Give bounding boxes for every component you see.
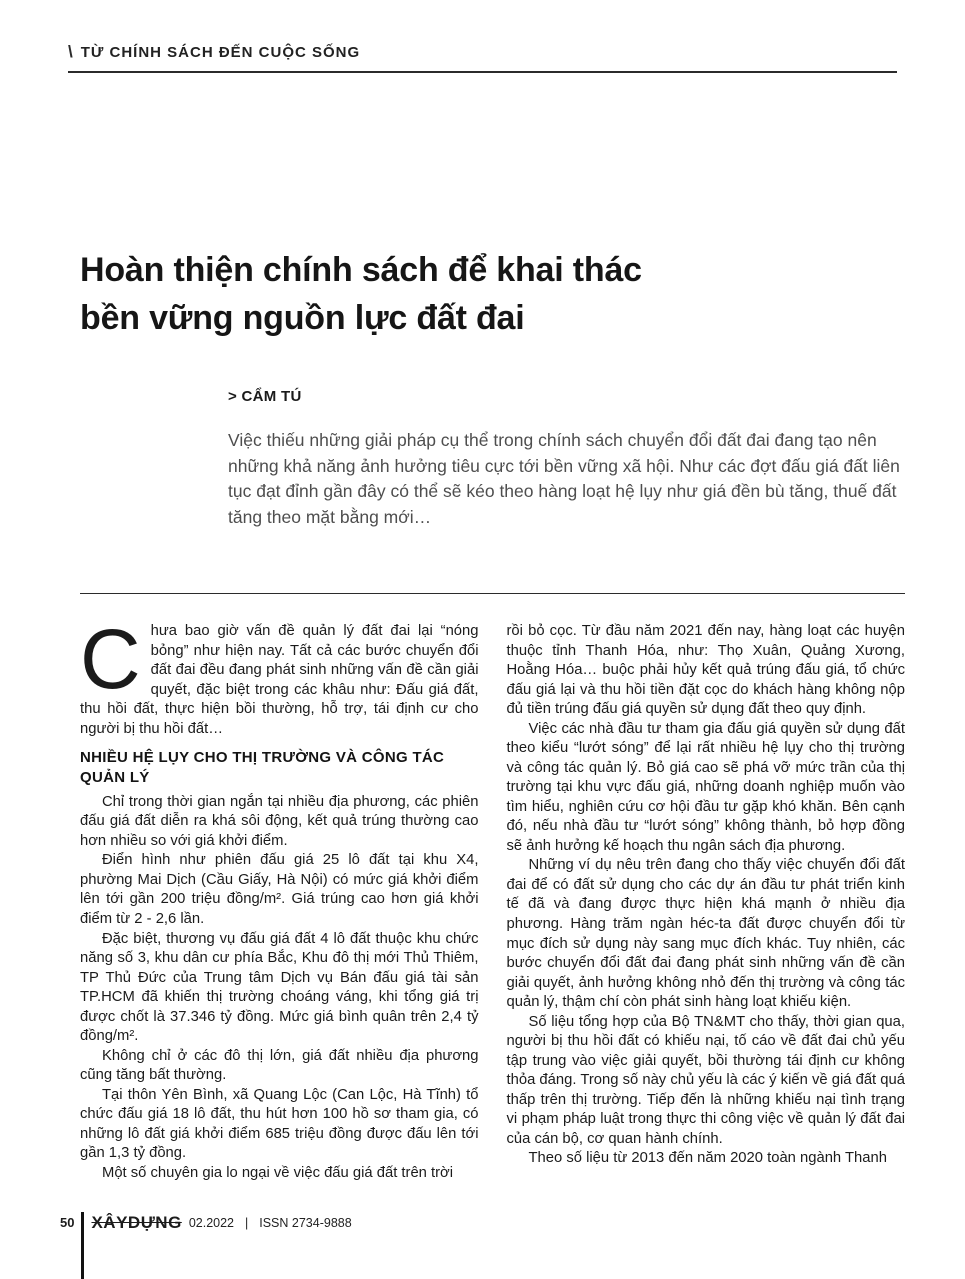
body-paragraph: Không chỉ ở các đô thị lớn, giá đất nhiều địa phương cũng tăng bất thường. <box>80 1047 479 1084</box>
article-title <box>80 247 840 342</box>
lead-paragraph: Việc thiếu những giải pháp cụ thể trong chính sách chuyển đổi đất đai đang tạo nên những khả năng ảnh hưởng tiêu cực tới bền vững xã hội. Như các đợt đấu giá đất liên tục đạt đỉnh gần đây có thể sẽ kéo theo hàng loạt hệ lụy như giá đền bù tăng, thuế đất tăng theo mặt bằng mới… <box>228 430 900 528</box>
page-number: 50 <box>60 1215 75 1230</box>
right-column <box>507 622 906 1183</box>
intro-text: hưa bao giờ vấn đề quản lý đất đai lại “nóng bỏng” như hiện nay. Tất cả các bước chuyển đổi đất đai đều đang phát sinh những vấn đề cần giải quyết, đặc biệt trong các khâu như: Đấu giá đất, thu hồi đất, thực hiện bồi thường, hỗ trợ, tái định cư cho người bị thu hồi đất… <box>80 623 479 737</box>
intro-paragraph <box>80 612 479 739</box>
left-column <box>80 612 479 1183</box>
body-paragraph: Tại thôn Yên Bình, xã Quang Lộc (Can Lộc, Hà Tĩnh) tổ chức đấu giá 18 lô đất, thu hút hơn 100 hồ sơ tham gia, có những lô đất giá khởi điểm 685 triệu đồng được đấu lên tới gần 1,3 tỷ đồng. <box>80 1086 479 1162</box>
article-body <box>80 612 905 1183</box>
body-paragraph: Điển hình như phiên đấu giá 25 lô đất tại khu X4, phường Mai Dịch (Cầu Giấy, Hà Nội) có mức giá khởi điểm lên tới gần 200 triệu đồng/m². Giá trúng cao hơn giá khởi điểm từ 2 - 2,6 lần. <box>80 852 479 927</box>
section-subhead: NHIỀU HỆ LỤY CHO THỊ TRƯỜNG VÀ CÔNG TÁC QUẢN LÝ <box>80 749 445 786</box>
body-paragraph: Một số chuyên gia lo ngại về việc đấu giá đất trên trời <box>102 1164 454 1181</box>
kicker-slash-mark: \ <box>68 42 73 61</box>
body-paragraph: Những ví dụ nêu trên đang cho thấy việc chuyển đổi đất đai để có đất sử dụng cho các dự án đầu tư phát triển kinh tế đã và đang được thực hiện khá mạnh ở nhiều địa phương. Hàng trăm ngàn héc-ta đất được chuyển đổi từ mục đích sử dụng này sang mục đích khác. Tuy nhiên, các bước chuyển đổi đất đai đang phát sinh những vấn đề cần giải quyết, ảnh hưởng không nhỏ đến thị trường và công tác quản lý, thậm chí còn phát sinh hàng loạt khiếu kiện. <box>506 857 905 1011</box>
horizontal-divider <box>80 593 905 594</box>
body-paragraph: Việc các nhà đầu tư tham gia đấu giá quyền sử dụng đất theo kiểu “lướt sóng” để lại rất nhiều hệ lụy cho thị trường và công tác quản lý. Bỏ giá cao sẽ phá vỡ mức trần của thị trường tại khu vực đấu giá, những doanh nghiệp muốn vào tìm hiểu, nghiên cứu cơ hội đầu tư gặp khó khăn. Bên cạnh đó, nếu nhà đầu tư “lướt sóng” không thành, bỏ hợp đồng sẽ ảnh hưởng kế hoạch thu ngân sách địa phương. <box>506 720 905 854</box>
body-paragraph: Số liệu tổng hợp của Bộ TN&MT cho thấy, thời gian qua, người bị thu hồi đất có khiếu nại, tố cáo về đất đai chủ yếu tập trung vào việc giải quyết, bồi thường tái định cư không thỏa đáng. Trong số này chủ yếu là các ý kiến về giá đất quá thấp trên thị trường. Tiếp đến là những khiếu nại tình trạng vi phạm pháp luật trong thực thi công việc về quản lý đất đai của cán bộ, cơ quan hành chính. <box>506 1013 905 1147</box>
byline: > CẨM TÚ <box>228 388 302 405</box>
body-paragraph: Chỉ trong thời gian ngắn tại nhiều địa phương, các phiên đấu giá đất diễn ra khá sôi động, kết quả trúng thường cao hơn nhiều so với giá khởi điểm. <box>80 793 479 849</box>
issn-number: ISSN 2734-9888 <box>259 1216 352 1230</box>
body-paragraph: Đặc biệt, thương vụ đấu giá đất 4 lô đất thuộc khu chức năng số 3, khu dân cư phía Bắc, Khu đô thị mới Thủ Thiêm, TP Thủ Đức của Trung tâm Dịch vụ Bán đấu giá tài sản TP.HCM đã khiến thị trường choáng váng, khi tổng giá trị được chốt là 37.346 tỷ đồng. Mức giá bình quân trên 2,4 tỷ đồng/m². <box>80 930 479 1045</box>
footer-vertical-rule <box>81 1212 84 1279</box>
magazine-logo: XÂYDỰNG <box>91 1213 182 1232</box>
section-header <box>68 42 897 73</box>
article-title-line1: Hoàn thiện chính sách để khai thác <box>80 251 642 289</box>
drop-cap: C <box>80 612 141 706</box>
section-title: TỪ CHÍNH SÁCH ĐẾN CUỘC SỐNG <box>80 44 361 61</box>
footer-separator: | <box>245 1216 249 1230</box>
body-paragraph: Theo số liệu từ 2013 đến năm 2020 toàn ngành Thanh <box>528 1150 887 1167</box>
article-title-line2: bền vững nguồn lực đất đai <box>80 298 525 337</box>
issue-date: 02.2022 <box>188 1216 234 1230</box>
page-footer <box>60 1212 352 1279</box>
body-paragraph-continuation: rồi bỏ cọc. Từ đầu năm 2021 đến nay, hàng loạt các huyện thuộc tỉnh Thanh Hóa, như: Thọ Xuân, Quảng Xương, Hoằng Hóa… buộc phải hủy kết quả trúng đấu giá, tổ chức đấu giá lại và thu hồi tiền đặt cọc do khách hàng không nộp đủ tiền trúng đấu giá quyền sử dụng đất theo quy định. <box>506 623 905 718</box>
